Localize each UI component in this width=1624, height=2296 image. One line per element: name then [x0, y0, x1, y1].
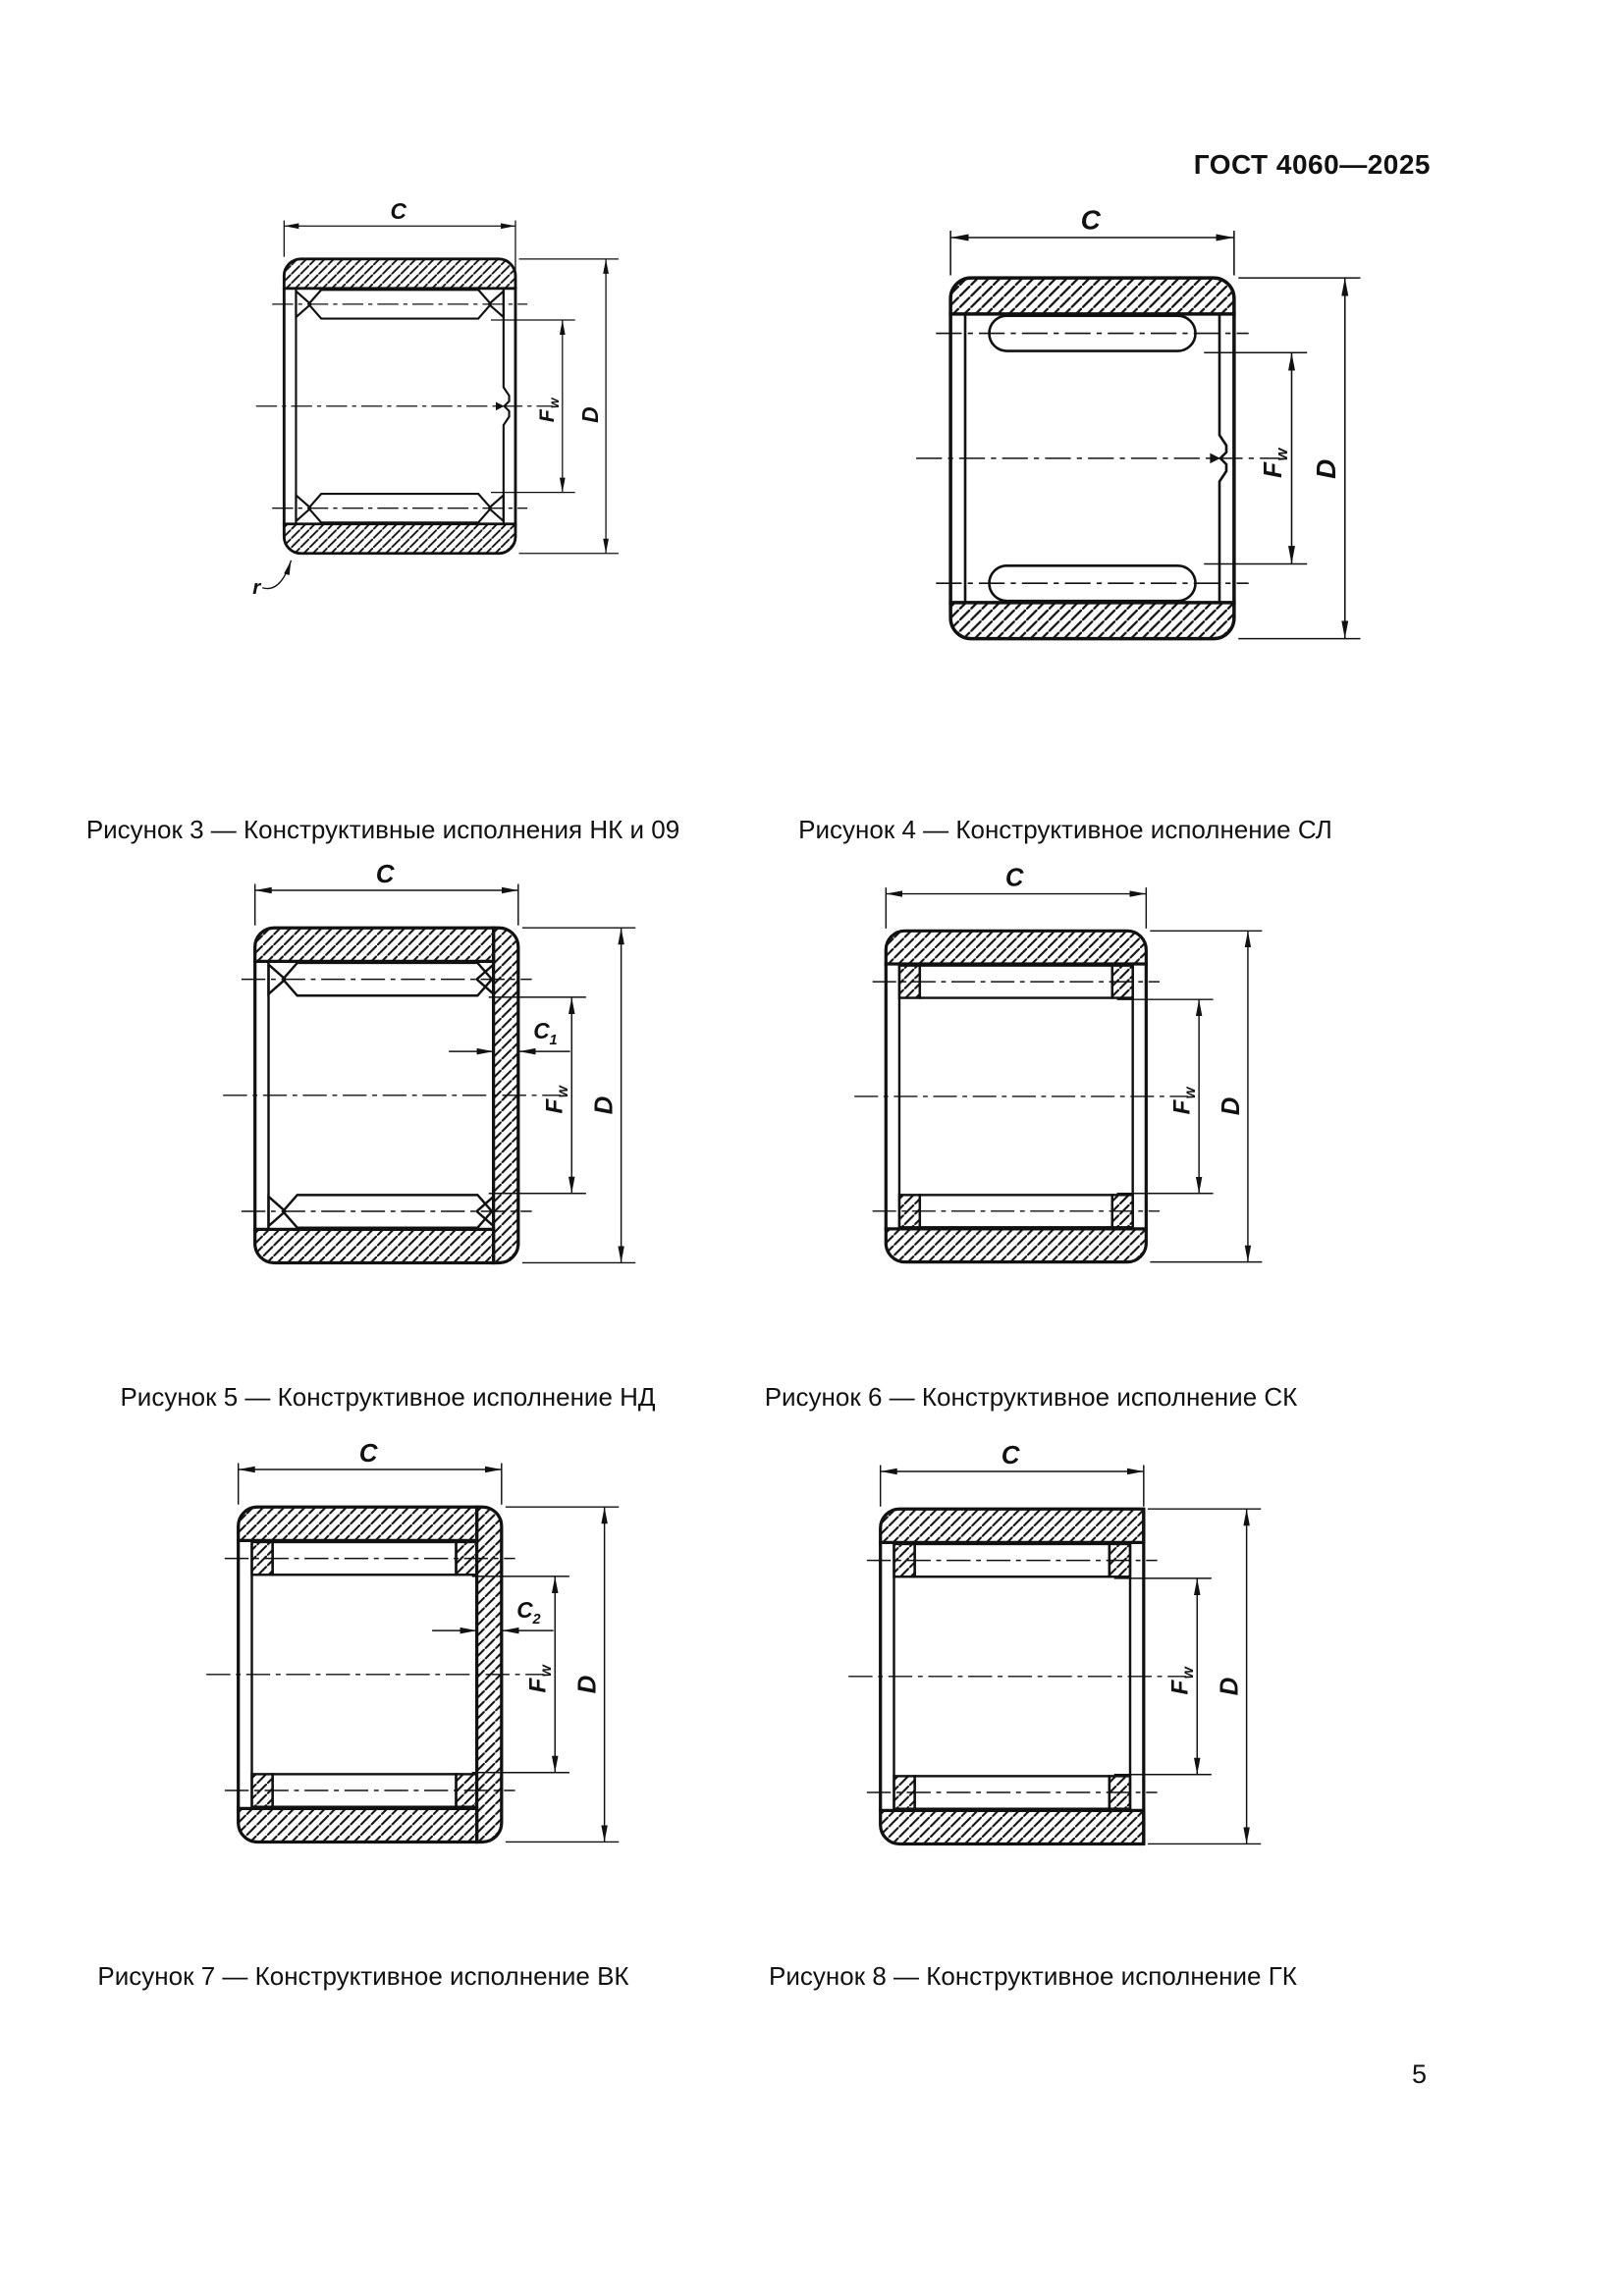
dim-label-d: D — [571, 1675, 602, 1694]
page-number: 5 — [1412, 2059, 1428, 2089]
dim-label-fw: F — [1166, 1680, 1194, 1695]
radius-callout — [252, 561, 291, 599]
figure-5-drawing — [211, 852, 658, 1362]
needle-rollers — [252, 1542, 477, 1807]
dim-label-fw-sub: w — [1182, 1087, 1200, 1099]
dim-label-fw: F — [541, 1098, 568, 1114]
dim-width-c — [255, 859, 518, 926]
dim-label-c: C — [1001, 1439, 1020, 1469]
dim-label-fw: F — [1258, 461, 1287, 478]
figure-7-drawing — [194, 1431, 641, 1942]
dim-label-fw: F — [535, 409, 560, 423]
figure-5-caption: Рисунок 5 — Конструктивное исполнение НД — [120, 1382, 656, 1412]
dim-width-c — [239, 1438, 502, 1505]
dim-outer-d — [519, 259, 619, 554]
dim-outer-d — [1238, 278, 1360, 639]
dim-width-c — [950, 204, 1234, 275]
dim-label-c2: C — [516, 1597, 533, 1624]
figure-8-caption: Рисунок 8 — Конструктивное исполнение ГК — [769, 1961, 1297, 1991]
center-lines — [854, 982, 1188, 1211]
dim-label-fw-sub: w — [538, 1665, 556, 1678]
dim-label-d: D — [1214, 1677, 1244, 1696]
dim-label-d: D — [577, 406, 604, 423]
needle-rollers — [269, 963, 494, 1228]
dim-label-fw-sub: w — [547, 398, 563, 408]
dim-label-c: C — [390, 198, 406, 225]
dim-label-fw-sub: w — [1180, 1667, 1198, 1680]
dim-label-fw: F — [1168, 1099, 1196, 1115]
dim-label-d: D — [588, 1095, 619, 1115]
dim-label-fw-sub: w — [555, 1086, 572, 1098]
dim-label-r: r — [252, 576, 261, 600]
figure-6-drawing — [842, 856, 1284, 1361]
dim-label-c: C — [1004, 864, 1024, 892]
figure-4-drawing — [903, 196, 1384, 746]
dim-label-d: D — [1311, 458, 1342, 479]
dim-label-c: C — [1080, 204, 1101, 236]
standard-number-header: ГОСТ 4060—2025 — [1193, 149, 1431, 180]
dim-label-d: D — [1218, 1096, 1246, 1116]
center-lines — [848, 1561, 1186, 1792]
dim-outer-d — [522, 928, 635, 1262]
dim-outer-d — [506, 1507, 619, 1842]
figure-3-caption: Рисунок 3 — Конструктивные исполнения НК и 09 — [85, 815, 680, 844]
figure-3-drawing — [245, 192, 638, 641]
dim-label-fw: F — [524, 1678, 552, 1693]
figure-8-drawing — [837, 1433, 1283, 1944]
dim-label-c1: C — [533, 1018, 550, 1044]
dim-width-c — [886, 865, 1146, 929]
figure-6-caption: Рисунок 6 — Конструктивное исполнение СК — [764, 1382, 1298, 1412]
figure-7-caption: Рисунок 7 — Конструктивное исполнение ВК — [97, 1961, 629, 1991]
center-lines — [256, 304, 553, 508]
figure-4-caption: Рисунок 4 — Конструктивное исполнение СЛ — [798, 815, 1332, 844]
dim-label-c: C — [375, 858, 395, 888]
dim-label-c2-sub: 2 — [532, 1611, 541, 1628]
dim-width-c — [881, 1440, 1144, 1507]
dim-label-c: C — [358, 1437, 378, 1468]
dim-outer-d — [1150, 931, 1262, 1261]
center-lines — [916, 334, 1279, 584]
dim-label-fw-sub: w — [1272, 448, 1292, 461]
dim-outer-d — [1148, 1509, 1261, 1843]
dim-label-c1-sub: 1 — [549, 1032, 558, 1048]
